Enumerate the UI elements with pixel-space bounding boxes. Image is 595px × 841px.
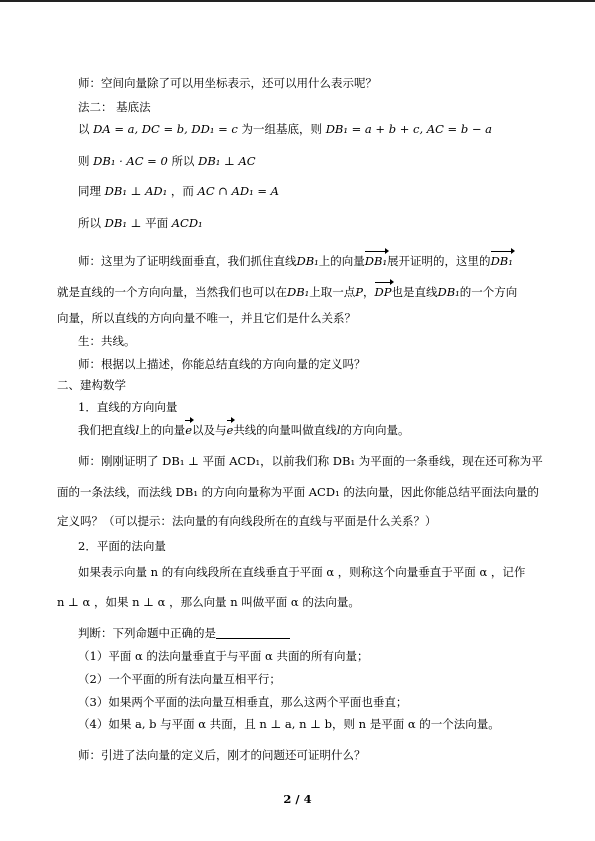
definition-line: n ⊥ α ，如果 n ⊥ α ，那么向量 n 叫做平面 α 的法向量。	[57, 595, 360, 609]
vector-formula: DB₁ = a + b + c, AC = b − a	[325, 122, 492, 136]
option-line: （4）如果 a, b 与平面 α 共面，且 n ⊥ a, n ⊥ b，则 n 是平面 α 的一个法向量。	[78, 717, 500, 731]
formula: DB₁ ⊥ AD₁	[104, 184, 168, 198]
formula: P	[355, 285, 364, 299]
vector-formula: DB₁	[364, 254, 388, 268]
page-number: 2 / 4	[283, 792, 312, 806]
vector-formula: e	[226, 423, 234, 437]
formula: DB₁	[296, 254, 319, 268]
text: 以	[78, 122, 90, 136]
option-line: （3）如果两个平面的法向量互相垂直，那么这两个平面也垂直；	[78, 695, 408, 709]
paragraph-line: 面的一条法线，而法线 DB₁ 的方向向量称为平面 ACD₁ 的法向量，因此你能总结平面法向量的	[57, 485, 539, 499]
method-heading: 法二： 基底法	[78, 100, 151, 114]
formula: ACD₁	[171, 216, 203, 230]
text: 的方向向量。	[340, 423, 410, 437]
basis-formula: DA = a, DC = b, DD₁ = c	[93, 122, 238, 136]
dialogue-line: 师：空间向量除了可以用坐标表示，还可以用什么表示呢？	[78, 76, 377, 90]
paragraph-line	[78, 253, 513, 269]
basis-line	[78, 121, 492, 137]
text: 则	[78, 154, 90, 168]
definition-line: 如果表示向量 n 的有向线段所在直线垂直于平面 α ，则称这个向量垂直于平面 α ，记作	[78, 565, 526, 579]
text: 的一个方向	[459, 285, 518, 299]
similarly-line	[78, 183, 279, 199]
text: 共线的向量叫做直线	[233, 423, 337, 437]
conclusion-line	[78, 215, 203, 231]
formula: DB₁	[287, 285, 310, 299]
formula: DB₁	[437, 285, 460, 299]
text: 上取一点	[309, 285, 356, 299]
formula: DB₁ ⊥	[104, 216, 142, 230]
vector-formula: DP	[374, 285, 392, 299]
vector-formula: e	[185, 423, 192, 437]
text: 所以	[171, 154, 195, 168]
text: 为一组基底，则	[241, 122, 323, 136]
paragraph-line: 师：刚刚证明了 DB₁ ⊥ 平面 ACD₁，以前我们称 DB₁ 为平面的一条垂线，现在还可称为平	[78, 454, 543, 468]
dot-product-line	[78, 153, 256, 169]
question-line	[78, 625, 290, 641]
paragraph-line: 定义吗？（可以提示：法向量的有向线段所在的直线与平面是什么关系？）	[57, 514, 437, 528]
text: 展开证明的，这里的	[387, 254, 491, 268]
option-line: （2）一个平面的所有法向量互相平行；	[78, 672, 281, 686]
text: 师：这里为了证明线面垂直，我们抓住直线	[78, 254, 297, 268]
option-line: （1）平面 α 的法向量垂直于与平面 α 共面的所有向量；	[78, 649, 369, 663]
paragraph-line: 向量，所以直线的方向向量不唯一，并且它们是什么关系？	[57, 311, 356, 325]
dialogue-line: 生：共线。	[78, 334, 136, 348]
subsection-heading: 2．平面的法向量	[78, 539, 166, 553]
text: 以及与	[192, 423, 227, 437]
text: 同理	[78, 184, 101, 198]
answer-blank	[216, 626, 290, 639]
perpendicular-formula: DB₁ ⊥ AC	[198, 154, 256, 168]
formula: l	[135, 423, 140, 437]
text: 就是直线的一个方向向量，当然我们也可以在	[57, 285, 287, 299]
text: 平面	[145, 216, 169, 230]
text: 我们把直线	[78, 423, 136, 437]
text: ，而	[170, 184, 194, 198]
formula: l	[336, 423, 341, 437]
dot-product-formula: DB₁ · AC = 0	[93, 154, 168, 168]
dialogue-line: 师：引进了法向量的定义后，刚才的问题还可证明什么？	[78, 748, 366, 762]
formula: AC ∩ AD₁ = A	[197, 184, 279, 198]
definition-line	[78, 422, 410, 438]
subsection-heading: 1．直线的方向向量	[78, 400, 178, 414]
section-heading: 二、建构数学	[57, 378, 126, 392]
vector-formula: DB₁	[490, 254, 513, 268]
text: 所以	[78, 216, 101, 230]
text: 上的向量	[318, 254, 365, 268]
text: 上的向量	[139, 423, 186, 437]
paragraph-line	[57, 284, 517, 300]
text: 判断：下列命题中正确的是	[78, 626, 216, 640]
dialogue-line: 师：根据以上描述，你能总结直线的方向向量的定义吗？	[78, 357, 366, 371]
text: ，	[363, 285, 375, 299]
text: 也是直线	[391, 285, 438, 299]
